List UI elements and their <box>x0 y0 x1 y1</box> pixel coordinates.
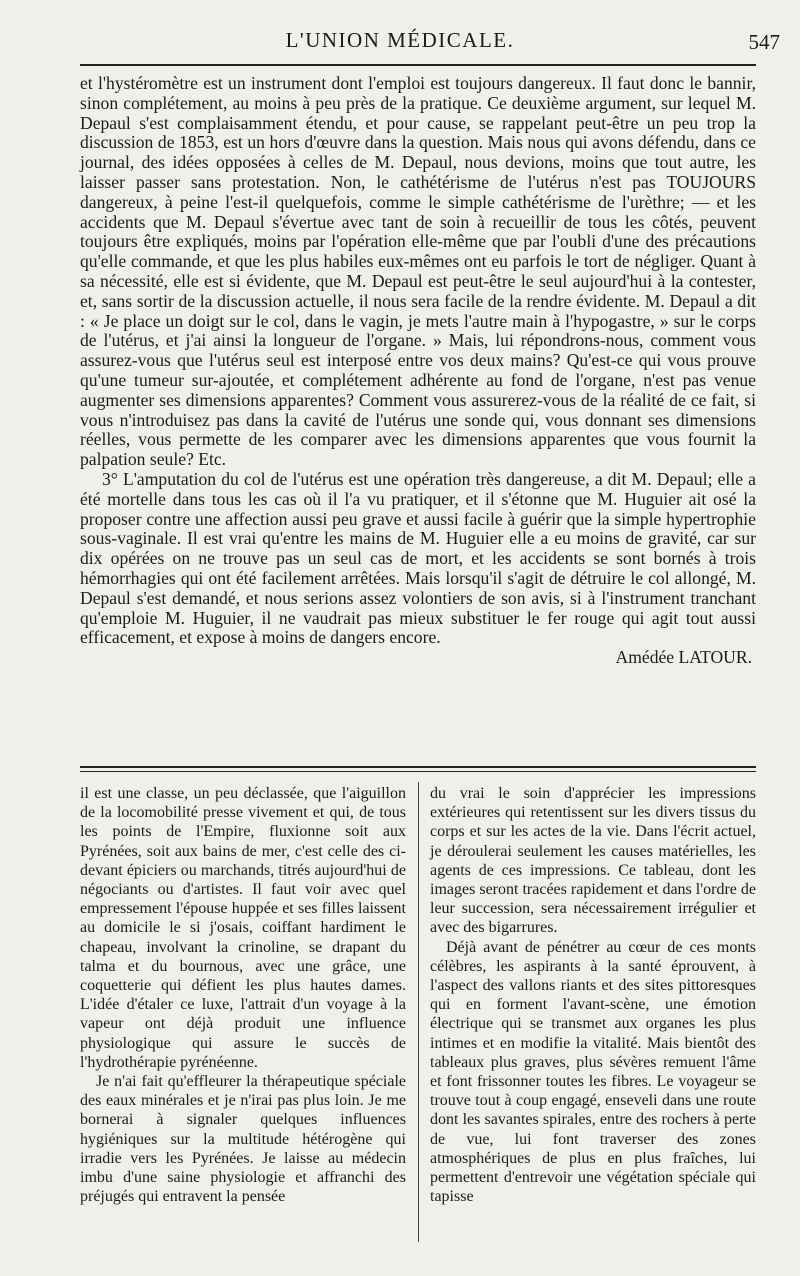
article-body <box>80 74 756 668</box>
feuilleton-right-paragraph-2: Déjà avant de pénétrer au cœur de ces monts célèbres, les aspirants à la santé éprouvent, à l'aspect des vallons riants et des sites pittoresques qui en forment l'avant-scène, une émotion électrique qui se transmet aux organes les plus intimes et en modifie la vitalité. Mais bientôt des tableaux plus graves, plus sévères remuent l'âme et font frissonner toutes les fibres. Le voyageur se trouve tout à coup engagé, enseveli dans une route dont les savantes spirales, entre des rochers à perte de vue, lui font traverser des zones atmosphériques de plus en plus fraîches, lui permettent d'entrevoir une végétation spéciale qui tapisse <box>430 938 756 1206</box>
feuilleton-left-paragraph-2: Je n'ai fait qu'effleurer la thérapeutique spéciale des eaux minérales et je n'irai pas plus loin. Je me bornerai à signaler quelques influences hygiéniques sur la multitude hétérogène qui irradie vers les Pyrénées. Je laisse au médecin imbu d'une saine physiologie et affranchi des préjugés qui entravent la pensée <box>80 1073 406 1206</box>
feuilleton-left-column <box>80 784 406 1206</box>
feuilleton-left-paragraph-1: il est une classe, un peu déclassée, que l'aiguillon de la locomobilité presse vivement et qui, de tous les points de l'Empire, fluxionne soit aux Pyrénées, soit aux bains de mer, c'est celle des ci-devant épiciers ou marchands, titrés aujourd'hui de négociants ou d'artistes. Il faut voir avec quel empressement l'épouse huppée et ses filles laissent au domicile le si j'osais, coiffant hardiment le chapeau, involvant la crinoline, se drapant du talma et du bournous, avec une grâce, une coquetterie qui défient les plus hautes dames. L'idée d'étaler ce luxe, l'attrait d'un voyage à la vapeur ont déjà produit une influence physiologique qui assure le succès de l'hydrothérapie pyrénéenne. <box>80 785 406 1071</box>
article-paragraph-1: et l'hystéromètre est un instrument dont l'emploi est toujours dangereux. Il faut donc le bannir, sinon complétement, au moins à peu près de la pratique. Ce deuxième argument, sur lequel M. Depaul s'est complaisamment étendu, et pour cause, se rappelant peut-être un peu trop la discussion de 1853, est un hors d'œuvre dans la question. Mais nous qui avons défendu, dans ce journal, des idées opposées à celles de M. Depaul, nous devions, moins que tout autre, les laisser passer sans protestation. Non, le cathétérisme de l'utérus n'est pas TOUJOURS dangereux, à peine l'est-il quelquefois, comme le simple cathétérisme de l'urèthre; — et les accidents que M. Depaul s'évertue avec tant de soin à recueillir de tous les côtés, peuvent toujours être expliqués, moins par l'opération elle-même que par l'oubli d'une des précautions qu'elle commande, et que les plus habiles eux-mêmes ont eu parfois le tort de négliger. Quant à sa nécessité, elle est si évidente, que M. Depaul est peut-être le seul aujourd'hui à la contester, et, sans sortir de la discussion actuelle, il nous sera facile de la rendre évidente. M. Depaul a dit : « Je place un doigt sur le col, dans le vagin, je mets l'autre main à l'hypogastre, » sur le corps de l'utérus, et j'ai ainsi la longueur de l'organe. » Mais, lui répondrons-nous, comment vous assurez-vous que l'utérus seul est interposé entre vos deux mains? Qu'est-ce qui vous prouve qu'une tumeur sur-ajoutée, et complétement adhérente au fond de l'organe, n'est pas venue augmenter ses dimensions apparentes? Comment vous assurerez-vous de la réalité de ce fait, si vous n'introduisez pas dans la cavité de l'utérus une sonde qui, vous donnant ses dimensions réelles, vous permette de les comparer avec les dimensions apparentes que vous fournit la palpation seule? Etc. <box>80 73 756 470</box>
header-rule <box>80 64 756 66</box>
page-number: 547 <box>748 30 780 54</box>
journal-title: L'UNION MÉDICALE. <box>285 28 515 52</box>
article-paragraph-2: 3° L'amputation du col de l'utérus est une opération très dangereuse, a dit M. Depaul; elle a été mortelle dans tous les cas où il l'a vu pratiquer, et il s'étonne que M. Huguier ait osé la proposer contre une affection aussi peu grave et aussi facile à guérir que la simple hypertrophie sous-vaginale. Il est vrai qu'entre les mains de M. Huguier elle a eu moins de gravité, car sur dix opérées on ne trouve pas un seul cas de mort, et les accidents se sont bornés à trois hémorrhagies qui ont été facilement arrêtées. Mais lorsqu'il s'agit de détruire le col allongé, M. Depaul s'est demandé, et nous serions assez volontiers de son avis, si à l'instrument tranchant qu'emploie M. Huguier, il ne vaudrait pas mieux substituer le fer rouge qui agit tout aussi efficacement, et expose à moins de dangers encore. <box>80 468 756 648</box>
column-divider <box>418 782 419 1242</box>
page-header <box>0 28 800 58</box>
feuilleton-rule-thin <box>80 771 756 772</box>
author-signature: Amédée LATOUR. <box>615 647 752 668</box>
feuilleton-rule-thick <box>80 766 756 768</box>
feuilleton-right-paragraph-1: du vrai le soin d'apprécier les impressions extérieures qui retentissent sur les divers tissus du corps et sur les actes de la vie. Dans l'écrit actuel, je déroulerai seulement les causes matérielles, les agents de ces impressions. Ce tableau, dont les images seront tracées rapidement et dans l'ordre de leur succession, sera nécessairement irrégulier et avec des bigarrures. <box>430 785 756 937</box>
feuilleton-right-column <box>430 784 756 1206</box>
